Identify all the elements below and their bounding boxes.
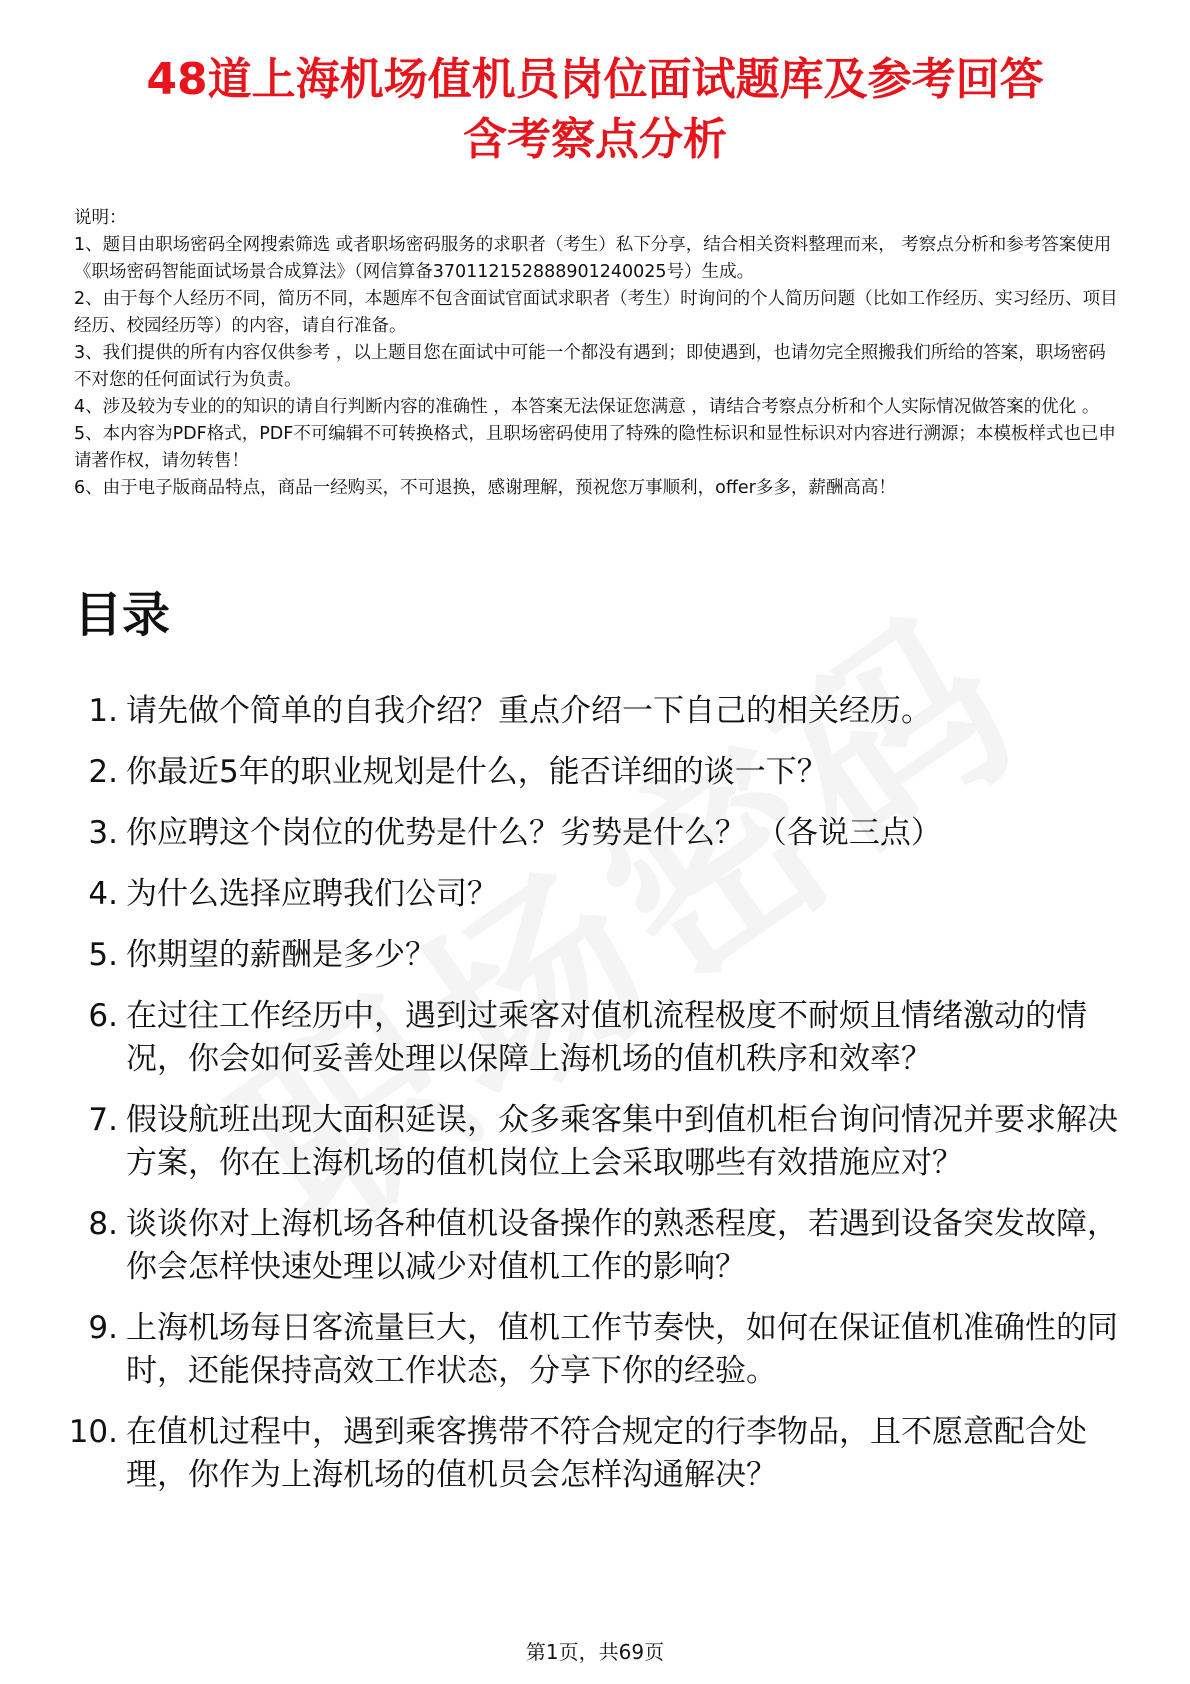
- toc-item[interactable]: [74, 690, 1119, 733]
- page-footer: 第1页，共69页: [525, 1640, 665, 1664]
- toc-item[interactable]: [74, 1203, 1119, 1289]
- toc-item-text: 请先做个简单的自我介绍？重点介绍一下自己的相关经历。: [126, 693, 932, 729]
- note-heading: 说明：: [74, 208, 127, 228]
- title-line-2: 含考察点分析: [463, 114, 727, 165]
- note-item: 6、由于电子版商品特点，商品一经购买，不可退换，感谢理解，预祝您万事顺利，offer多多，薪酬高高！: [74, 478, 896, 498]
- toc-item-number: 2.: [88, 754, 118, 790]
- toc-item-text: 你最近5年的职业规划是什么，能否详细的谈一下？: [126, 754, 828, 790]
- document-title: [60, 50, 1130, 170]
- toc-item[interactable]: [74, 873, 1119, 916]
- disclaimer-notes: [74, 205, 1119, 502]
- note-item: 1、题目由职场密码全网搜索筛选 或者职场密码服务的求职者（考生）私下分享，结合相关资料整理而来， 考察点分析和参考答案使用《职场密码智能面试场景合成算法》（网信算备370112152888901240025号）生成。: [74, 235, 1112, 282]
- toc-item-text: 谈谈你对上海机场各种值机设备操作的熟悉程度，若遇到设备突发故障，你会怎样快速处理以减少对值机工作的影响？: [126, 1206, 1118, 1285]
- toc-item-text: 在值机过程中，遇到乘客携带不符合规定的行李物品，且不愿意配合处理，你作为上海机场的值机员会怎样沟通解决？: [126, 1414, 1087, 1493]
- toc-item[interactable]: [74, 995, 1119, 1081]
- toc-item-number: 7.: [88, 1102, 118, 1138]
- toc-item-text: 上海机场每日客流量巨大，值机工作节奏快，如何在保证值机准确性的同时，还能保持高效工作状态，分享下你的经验。: [126, 1310, 1118, 1389]
- table-of-contents: [68, 690, 1119, 1515]
- toc-item-text: 你期望的薪酬是多少？: [126, 937, 436, 973]
- toc-item[interactable]: [74, 1307, 1119, 1393]
- toc-item-number: 9.: [88, 1310, 118, 1346]
- toc-item[interactable]: [74, 751, 1119, 794]
- toc-item-number: 5.: [88, 937, 118, 973]
- title-line-1: 48道上海机场值机员岗位面试题库及参考回答: [146, 54, 1044, 105]
- toc-item[interactable]: [74, 1099, 1119, 1185]
- toc-item[interactable]: [74, 812, 1119, 855]
- toc-item-number: 4.: [88, 876, 118, 912]
- toc-item-number: 6.: [88, 998, 118, 1034]
- toc-item-number: 10.: [68, 1414, 118, 1450]
- toc-item-text: 在过往工作经历中，遇到过乘客对值机流程极度不耐烦且情绪激动的情况，你会如何妥善处理以保障上海机场的值机秩序和效率？: [126, 998, 1087, 1077]
- note-item: 2、由于每个人经历不同，简历不同，本题库不包含面试官面试求职者（考生）时询问的个人简历问题（比如工作经历、实习经历、项目经历、校园经历等）的内容，请自行准备。: [74, 289, 1118, 336]
- toc-item-number: 8.: [88, 1206, 118, 1242]
- toc-item-text: 假设航班出现大面积延误，众多乘客集中到值机柜台询问情况并要求解决方案，你在上海机场的值机岗位上会采取哪些有效措施应对？: [126, 1102, 1118, 1181]
- note-item: 3、我们提供的所有内容仅供参考 ，以上题目您在面试中可能一个都没有遇到；即使遇到，也请勿完全照搬我们所给的答案，职场密码不对您的任何面试行为负责。: [74, 343, 1106, 390]
- toc-heading: 目录: [74, 587, 171, 643]
- note-item: 5、本内容为PDF格式，PDF不可编辑不可转换格式，且职场密码使用了特殊的隐性标识和显性标识对内容进行溯源；本模板样式也已申请著作权，请勿转售！: [74, 424, 1116, 471]
- toc-item[interactable]: [74, 934, 1119, 977]
- toc-item-text: 为什么选择应聘我们公司？: [126, 876, 498, 912]
- note-item: 4、涉及较为专业的的知识的请自行判断内容的准确性 ，本答案无法保证您满意 ，请结合考察点分析和个人实际情况做答案的优化 。: [74, 397, 1100, 417]
- toc-item-number: 3.: [88, 815, 118, 851]
- toc-item-text: 你应聘这个岗位的优势是什么？劣势是什么？ （各说三点）: [126, 815, 942, 851]
- toc-item-number: 1.: [88, 693, 118, 729]
- toc-item[interactable]: [68, 1411, 1119, 1497]
